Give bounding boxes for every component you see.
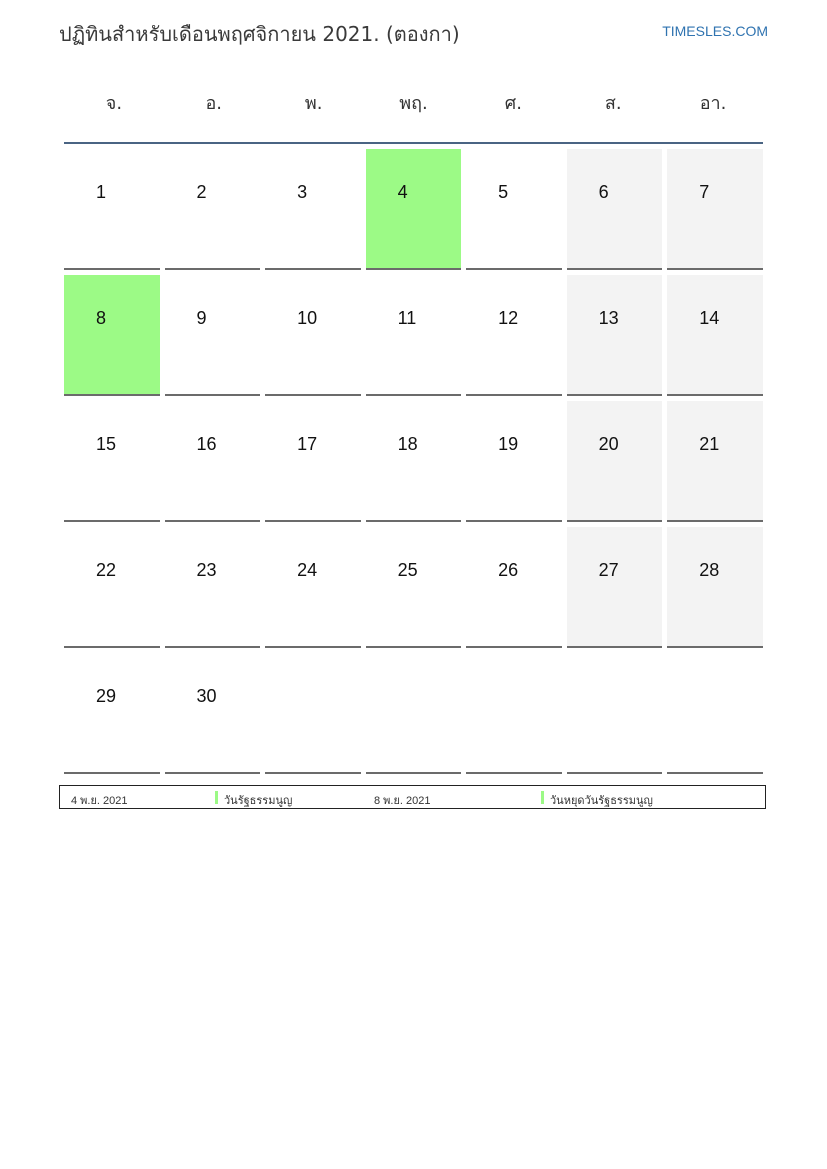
calendar-day-cell (165, 653, 261, 774)
calendar-empty-cell (366, 653, 462, 774)
day-number: 1 (96, 182, 107, 202)
holiday-legend (59, 785, 766, 809)
calendar-day-cell (265, 527, 361, 648)
legend-holiday-swatch (541, 791, 544, 804)
weekday-label: อ. (205, 93, 223, 114)
weekday-header-row (64, 82, 763, 142)
day-number: 8 (96, 308, 107, 328)
day-number: 21 (699, 434, 720, 454)
day-number: 13 (598, 308, 619, 328)
calendar-day-cell (466, 527, 562, 648)
calendar-day-cell (567, 275, 663, 396)
calendar-day-cell (466, 401, 562, 522)
calendar-empty-cell (265, 653, 361, 774)
day-number: 24 (297, 560, 318, 580)
day-number: 28 (699, 560, 720, 580)
calendar-day-cell (366, 527, 462, 648)
day-number: 4 (397, 182, 408, 202)
day-number: 3 (297, 182, 308, 202)
calendar-empty-cell (667, 653, 763, 774)
day-number: 25 (397, 560, 418, 580)
day-number: 2 (196, 182, 207, 202)
day-number: 14 (699, 308, 720, 328)
day-number: 22 (96, 560, 117, 580)
day-number: 16 (196, 434, 217, 454)
calendar-empty-cell (466, 653, 562, 774)
calendar-day-cell (64, 401, 160, 522)
legend-date: 8 พ.ย. 2021 (374, 795, 431, 807)
day-number: 15 (96, 434, 117, 454)
day-number: 27 (598, 560, 619, 580)
day-number: 17 (297, 434, 318, 454)
weekday-label: อา. (699, 93, 727, 114)
calendar-day-cell (466, 275, 562, 396)
calendar-day-cell (265, 275, 361, 396)
day-number: 12 (498, 308, 519, 328)
day-number: 6 (598, 182, 609, 202)
day-number: 20 (598, 434, 619, 454)
weekday-label: ส. (604, 93, 622, 114)
calendar-day-cell (265, 401, 361, 522)
calendar-day-cell (165, 527, 261, 648)
day-number: 10 (297, 308, 318, 328)
calendar-day-cell (366, 275, 462, 396)
calendar-day-cell (667, 527, 763, 648)
day-number: 19 (498, 434, 519, 454)
calendar-day-cell (64, 275, 160, 396)
day-number: 30 (196, 686, 217, 706)
calendar-empty-cell (567, 653, 663, 774)
calendar-day-cell (366, 401, 462, 522)
legend-date: 4 พ.ย. 2021 (71, 795, 128, 807)
day-number: 11 (397, 308, 417, 328)
day-number: 5 (498, 182, 509, 202)
day-number: 9 (196, 308, 207, 328)
weekday-label: พ. (304, 93, 323, 114)
calendar-day-cell (165, 149, 261, 270)
calendar-day-cell (567, 527, 663, 648)
calendar-grid (64, 149, 763, 774)
weekday-label: จ. (105, 93, 123, 114)
day-number: 7 (699, 182, 710, 202)
calendar-day-cell (667, 149, 763, 270)
header-divider (64, 142, 763, 144)
calendar-day-cell (667, 401, 763, 522)
day-number: 18 (397, 434, 418, 454)
calendar-day-cell (165, 275, 261, 396)
site-link[interactable]: TIMESLES.COM (662, 23, 768, 39)
calendar-day-cell (567, 149, 663, 270)
calendar-day-cell (64, 527, 160, 648)
day-number: 23 (196, 560, 217, 580)
weekday-label: พฤ. (399, 93, 428, 114)
legend-holiday-name: วันรัฐธรรมนูญ (224, 795, 293, 807)
calendar-day-cell (165, 401, 261, 522)
calendar-day-cell (64, 149, 160, 270)
calendar-day-cell (667, 275, 763, 396)
calendar-day-cell (366, 149, 462, 270)
calendar-day-cell (265, 149, 361, 270)
calendar-day-cell (64, 653, 160, 774)
legend-holiday-name: วันหยุดวันรัฐธรรมนูญ (550, 795, 653, 807)
day-number: 29 (96, 686, 117, 706)
weekday-label: ศ. (504, 93, 522, 114)
day-number: 26 (498, 560, 519, 580)
legend-holiday-swatch (215, 791, 218, 804)
calendar-day-cell (466, 149, 562, 270)
page-title: ปฏิทินสำหรับเดือนพฤศจิกายน 2021. (ตองกา) (59, 22, 460, 46)
calendar-day-cell (567, 401, 663, 522)
